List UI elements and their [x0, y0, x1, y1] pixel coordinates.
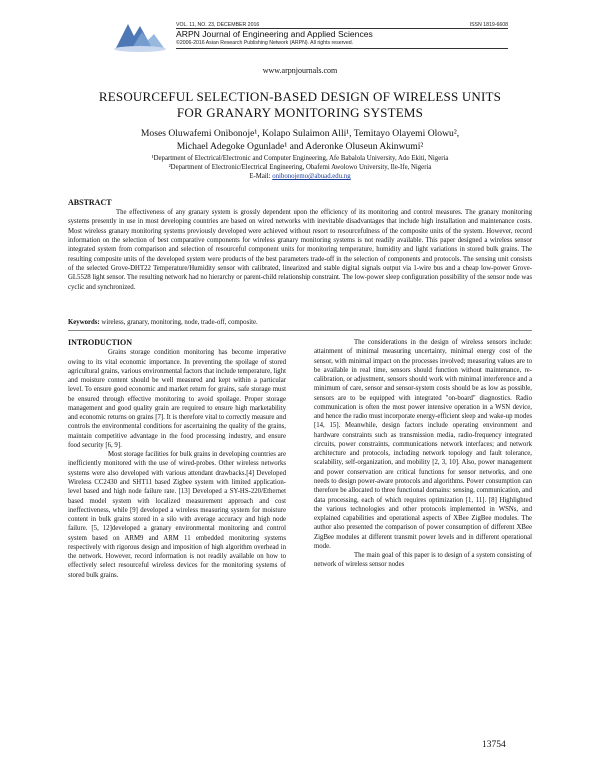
keywords-line [68, 318, 532, 327]
header-rule-bottom [176, 48, 508, 49]
journal-url[interactable]: www.arpnjournals.com [262, 66, 338, 75]
title-line-1: RESOURCEFUL SELECTION-BASED DESIGN OF WIRELESS UNITS [98, 89, 502, 104]
intro-paragraph-4: The main goal of this paper is to design of a system consisting of network of wireless sensor nodes [314, 552, 532, 569]
introduction-heading: INTRODUCTION [68, 338, 133, 347]
email-line [60, 172, 540, 181]
affiliations [60, 154, 540, 181]
journal-name: ARPN Journal of Engineering and Applied Sciences [176, 29, 373, 39]
intro-paragraph-2: Most storage facilities for bulk grains in developing countries are inefficiently monitored with the use of wired-probes. Other wireless networks systems were also developed with various attendant drawbacks.[4] Developed Wireless CC2430 and SHT11 based Zigbee system with limited application-level based and high node failure rate. [13] Developed a SY-HS-220/Ethernet based model system with localized measurement approach and cost ineffectiveness, while [9] developed a wireless measuring system for moisture content in bulk grains stored in a silo with average accuracy and high node failure. [5, 12]developed a granary environmental monitoring and control system based on ARM9 and ARM 11 embedded monitoring systems respectively with rigorous design and imposition of high algorithm overhead in the network. However, record information is not readily available on how to effectively select resourceful wireless devices for the monitoring systems of stored bulk grains. [68, 451, 286, 579]
authors-line-1: Moses Oluwafemi Onibonoje¹, Kolapo Sulaimon Alli¹, Temitayo Olayemi Olowu², [140, 128, 460, 139]
abstract-text: The effectiveness of any granary system is grossly dependent upon the efficiency of its monitoring and control measures. The granary monitoring systems presently in use in most developing countries are based on wired networks with inevitable disadvantages that include high installation and maintenance costs. Most wireless granary monitoring systems previously developed were achieved without resort to resourcefulness of the composite units of the system. However, record information on the selection of best comparative components for wireless granary monitoring systems is not readily available. This paper designed a wireless sensor integrated system from comparison and selection of resourceful component units for monitoring temperature, humidity and light variations in stored bulk grains. The resulting composite units of the developed system were products of the best parameters trade-off in the selection of components and protocols. The sensing unit consists of the selected Grove-DHT22 Temperature/Humidity sensor with calibrated, linearized and stable digital signals output via 1-wire bus and a cheap low-power Grove-GL5528 light sensor. The resulting network had no hierarchy or parent-child relationship constraint. The low-power sleep configuration possibility of the sensor node was cyclic and synchronized. [68, 209, 532, 291]
section-divider [68, 330, 532, 331]
affiliation-1: ¹Department of Electrical/Electronic and Computer Engineering, Afe Babalola University, Ado Ekiti, Nigeria [151, 155, 449, 162]
abstract-heading: ABSTRACT [68, 198, 112, 207]
email-label: E-Mail: [249, 173, 273, 180]
right-column [314, 338, 532, 570]
affiliation-2: ²Department of Electronic/Electrical Engineering, Obafemi Awolowo University, Ile-Ife, Nigeria [168, 164, 432, 171]
keywords-label: Keywords: [68, 319, 100, 326]
paper-title [60, 89, 540, 120]
authors-line-2: Michael Adegoke Ogunlade¹ and Aderonke Oluseun Akinwumi² [176, 140, 424, 152]
keywords-text: wireless, granary, monitoring, node, trade-off, composite. [99, 319, 258, 326]
issn-info: ISSN 1819-6608 [469, 22, 508, 28]
copyright-line: ©2006-2016 Asian Research Publishing Network (ARPN). All rights reserved. [176, 40, 354, 46]
volume-info: VOL. 11, NO. 23, DECEMBER 2016 [176, 22, 260, 28]
intro-paragraph-1: Grains storage condition monitoring has become imperative owing to its vital economic importance. In preventing the spoilage of stored agricultural grains, various environmental factors that include temperature, light and moisture content should be well measured and kept within a particular level. To ensure good economic and market return for grains, safe storage must be ensured through effective monitoring to avoid spoilage. Proper storage management and good quality grain are required to ensure high marketability and economic returns on grains [7]. It is therefore vital to correctly measure and controls the environmental conditions for ascertaining the quality of the grains, maintain competitive advantage in the food processing industry, and ensure food security [6, 9]. [68, 349, 286, 449]
left-column [68, 338, 286, 580]
page-number: 13754 [482, 740, 506, 750]
author-list [60, 128, 540, 153]
arpn-logo-icon [112, 18, 168, 54]
email-link[interactable]: onibonojemo@abuad.edu.ng [272, 173, 351, 180]
title-line-2: FOR GRANARY MONITORING SYSTEMS [176, 104, 424, 120]
intro-paragraph-3: The considerations in the design of wireless sensors include: attainment of minimal measuring uncertainty, minimal energy cost of the sensor, with minimal impact on the processes involved; measuring values are to be available in real time, sensors should function without maintenance, re-calibration, or adjustment, sensors should work with minimal interference and a minimum of care, sensor and sensor-system costs should be as low as possible, sensors are to be equipped with integrated "on-board" diagnostics. Radio communication is often the most power intensive operation in a WSN device, and hence the radio must incorporate energy-efficient sleep and wake-up modes [14, 15]. Meanwhile, design factors include operating environment and hardware constraints such as transmission media, radio-frequency integrated circuits, power constraints, communications network interfaces; and network architecture and protocols, including network topology and fault tolerance, scalability, self-organization, and mobility [2, 3, 10]. Also, power management and power conservation are critical functions for sensor networks, and one needs to design power-aware protocols and algorithms. Power consumption can therefore be allocated to three functional domains: sensing, communication, and data processing, each of which requires optimization [1, 11]. [8] Highlighted the various technologies and other protocols implemented in WSNs, and explained capabilities and operational aspects of XBee ZigBee modules. The author also presented the comparison of power consumption of different XBee ZigBee modules at different transmit power levels and in different operational mode. [314, 339, 532, 550]
